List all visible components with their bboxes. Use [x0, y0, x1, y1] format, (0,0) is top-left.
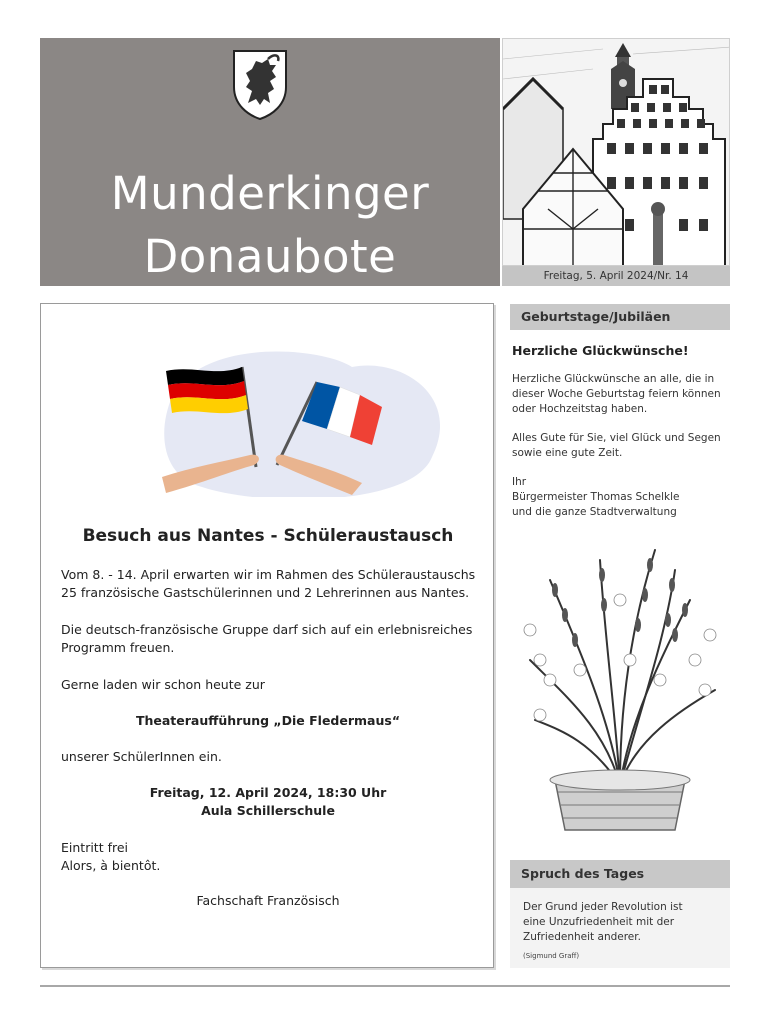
quote-line: Der Grund jeder Revolution ist [523, 901, 683, 913]
footer-divider [40, 985, 730, 987]
flags-illustration [162, 337, 462, 497]
birthdays-signature: und die ganze Stadtverwaltung [512, 506, 677, 518]
birthdays-text: sowie eine gute Zeit. [512, 447, 623, 459]
article-title: Besuch aus Nantes - Schüleraustausch [82, 526, 454, 546]
birthdays-heading: Geburtstage/Jubiläen [510, 304, 730, 330]
quote-box [510, 888, 730, 968]
article-signature: Fachschaft Französisch [196, 893, 340, 908]
german-flag-icon [166, 367, 248, 413]
quote-line: Zufriedenheit anderer. [523, 931, 641, 943]
event-title: Theateraufführung „Die Fledermaus“ [135, 713, 401, 728]
masthead [40, 38, 500, 309]
birthdays-text: Herzliche Glückwünsche an alle, die in [512, 373, 715, 385]
birthdays-text: dieser Woche Geburtstag feiern können [512, 388, 721, 400]
paragraph-line: Die deutsch-französische Gruppe darf sich auf ein erlebnisreiches [61, 622, 473, 637]
event-date: Freitag, 12. April 2024, 18:30 Uhr [149, 785, 387, 800]
birthdays-subheading: Herzliche Glückwünsche! [512, 343, 689, 358]
town-hall-illustration [502, 38, 730, 266]
quote-heading: Spruch des Tages [510, 860, 730, 888]
masthead-title-line-1: Munderkinger [110, 167, 430, 220]
birthdays-text: Alles Gute für Sie, viel Glück und Segen [512, 432, 721, 444]
article-box [40, 303, 494, 968]
birthdays-text: oder Hochzeitstag haben. [512, 403, 648, 415]
paragraph-line: unserer SchülerInnen ein. [61, 749, 222, 764]
paragraph-line: Gerne laden wir schon heute zur [61, 677, 265, 692]
birthdays-signature: Bürgermeister Thomas Schelkle [512, 491, 680, 503]
masthead-subtitle: AMTSBLATT DER STADT MUNDERKINGEN [135, 294, 410, 309]
masthead-title-line-2: Donaubote [143, 230, 397, 283]
town-hall-icon [503, 39, 730, 266]
quote-line: eine Unzufriedenheit mit der [523, 916, 675, 928]
issue-date: Freitag, 5. April 2024/Nr. 14 [502, 266, 730, 286]
entry-note: Eintritt frei [61, 840, 129, 855]
birthdays-signature: Ihr [512, 476, 527, 488]
flower-basket-icon [510, 540, 730, 840]
quote-author: (Sigmund Graff) [523, 952, 580, 960]
paragraph-line: 25 französische Gastschülerinnen und 2 Lehrerinnen aus Nantes. [61, 585, 470, 600]
paragraph-line: Vom 8. - 14. April erwarten wir im Rahmen des Schüleraustauschs [61, 567, 476, 582]
farewell: Alors, à bientôt. [61, 858, 161, 873]
event-venue: Aula Schillerschule [201, 803, 335, 818]
paragraph-line: Programm freuen. [61, 640, 175, 655]
coat-of-arms-icon [230, 47, 290, 121]
